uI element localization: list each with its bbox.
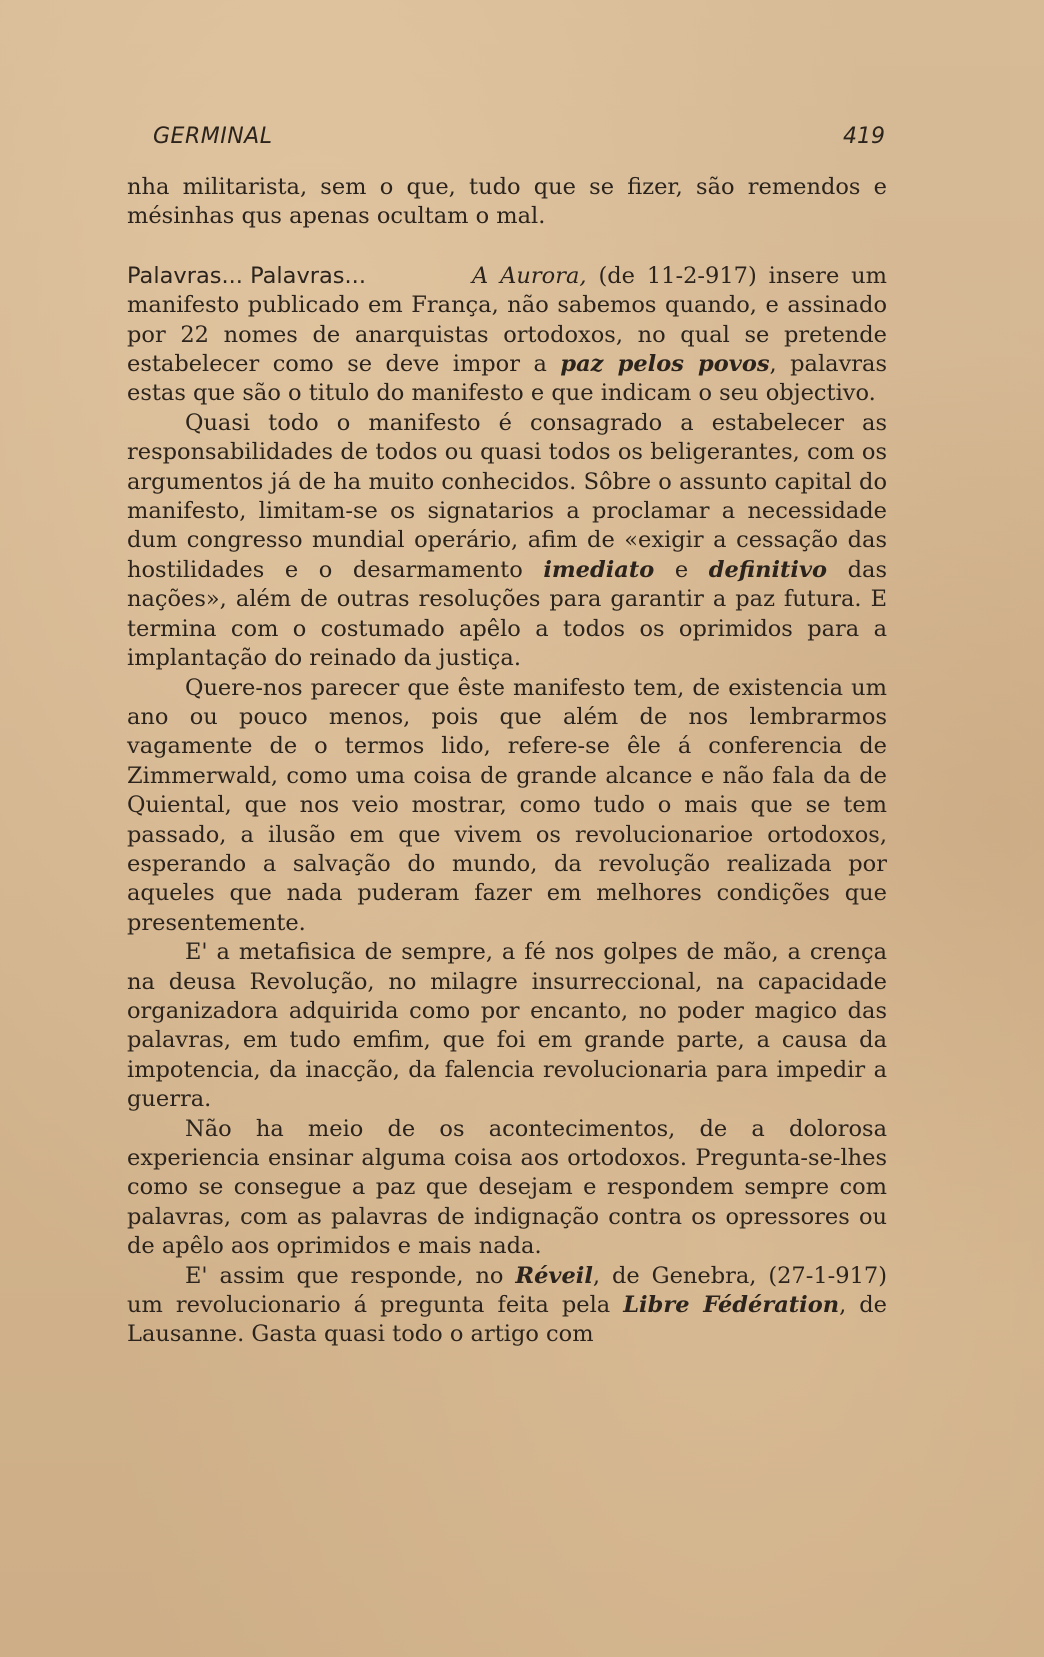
running-title: GERMINAL [153,124,273,149]
paragraph-nao-ha-meio: Não ha meio de os acontecimentos, de a dolorosa experiencia ensinar alguma coisa aos ortodoxos. Pregunta-se-lhes como se consegue a paz que desejam e respondem sempre com palavras, com as palavras de indignação contra os opressores ou de apêlo aos oprimidos e mais nada. [127,1115,887,1260]
paragraph-reveil-end: , de Lausanne. Gasta quasi todo o artigo com [127,1292,887,1348]
paragraph-manifesto-text: Quasi todo o manifesto é consagrado a estabelecer as responsabilidades de todos ou quasi todos os beligerantes, com os argumentos já de ha muito conhecidos. Sôbre o assunto capital do manifesto, limitam-se os signatarios a proclamar a necessidade dum congresso mundial operário, afim de «exigir a cessação das hostilidades e o desarmamento [127,409,887,583]
paragraph-reveil-middle: , de Genebra, (27-1-917) um revolucionario á pregunta feita pela [127,1262,887,1319]
paragraph-manifesto-end: das nações», além de outras resoluções para garantir a paz futura. E termina com o costumado apêlo a todos os oprimidos para a implantação do reinado da justiça. [127,556,887,672]
body-text [127,173,887,1350]
libre-federation-title: Libre Fédération [623,1292,840,1319]
page-number: 419 [843,124,885,149]
section-heading-block [127,262,887,409]
aurora-title: A Aurora, [472,262,587,289]
section-heading: Palavras... Palavras... [127,262,366,289]
paragraph-reveil [127,1262,887,1350]
paragraph-manifesto [127,409,887,674]
imediato-word: imediato [543,556,655,583]
paragraph-metafisica: E' a metafisica de sempre, a fé nos golpes de mão, a crença na deusa Revolução, no milagre insurreccional, na capacidade organizadora adquirida como por encanto, no poder magico das palavras, em tudo emfim, que foi em grande parte, a causa da impotencia, da inacção, da falencia revolucionaria para impedir a guerra. [127,939,887,1113]
paragraph-aurora-end: , palavras estas que são o titulo do manifesto e que indicam o seu objectivo. [127,351,887,407]
definitivo-word: definitivo [708,556,828,583]
paragraph-reveil-text: E' assim que responde, no [185,1262,516,1289]
paragraph-continuation: nha militarista, sem o que, tudo que se fizer, são remendos e mésinhas qus apenas ocultam o mal. [127,174,887,230]
paragraph-quere: Quere-nos parecer que êste manifesto tem, de existencia um ano ou pouco menos, pois que além de nos lembrarmos vagamente de o termos lido, refere-se êle á conferencia de Zimmerwald, como uma coisa de grande alcance e não fala da de Quiental, que nos veio mostrar, como tudo o mais que se tem passado, a ilusão em que vivem os revolucionarioe ortodoxos, esperando a salvação do mundo, da revolução realizada por aqueles que nada puderam fazer em melhores condições que presentemente. [127,674,887,936]
paragraph-aurora-text: (de 11-2-917) insere um manifesto publicado em França, não sabemos quando, e assinado por 22 nomes de anarquistas ortodoxos, no qual se pretende estabelecer como se deve impor a [127,262,887,378]
paragraph-aurora [127,262,887,409]
page-header [153,124,885,156]
section-gap [127,232,887,262]
reveil-title: Réveil [515,1262,593,1289]
and-word: e [654,556,709,583]
paz-pelos-povos: paz pelos povos [560,351,770,378]
